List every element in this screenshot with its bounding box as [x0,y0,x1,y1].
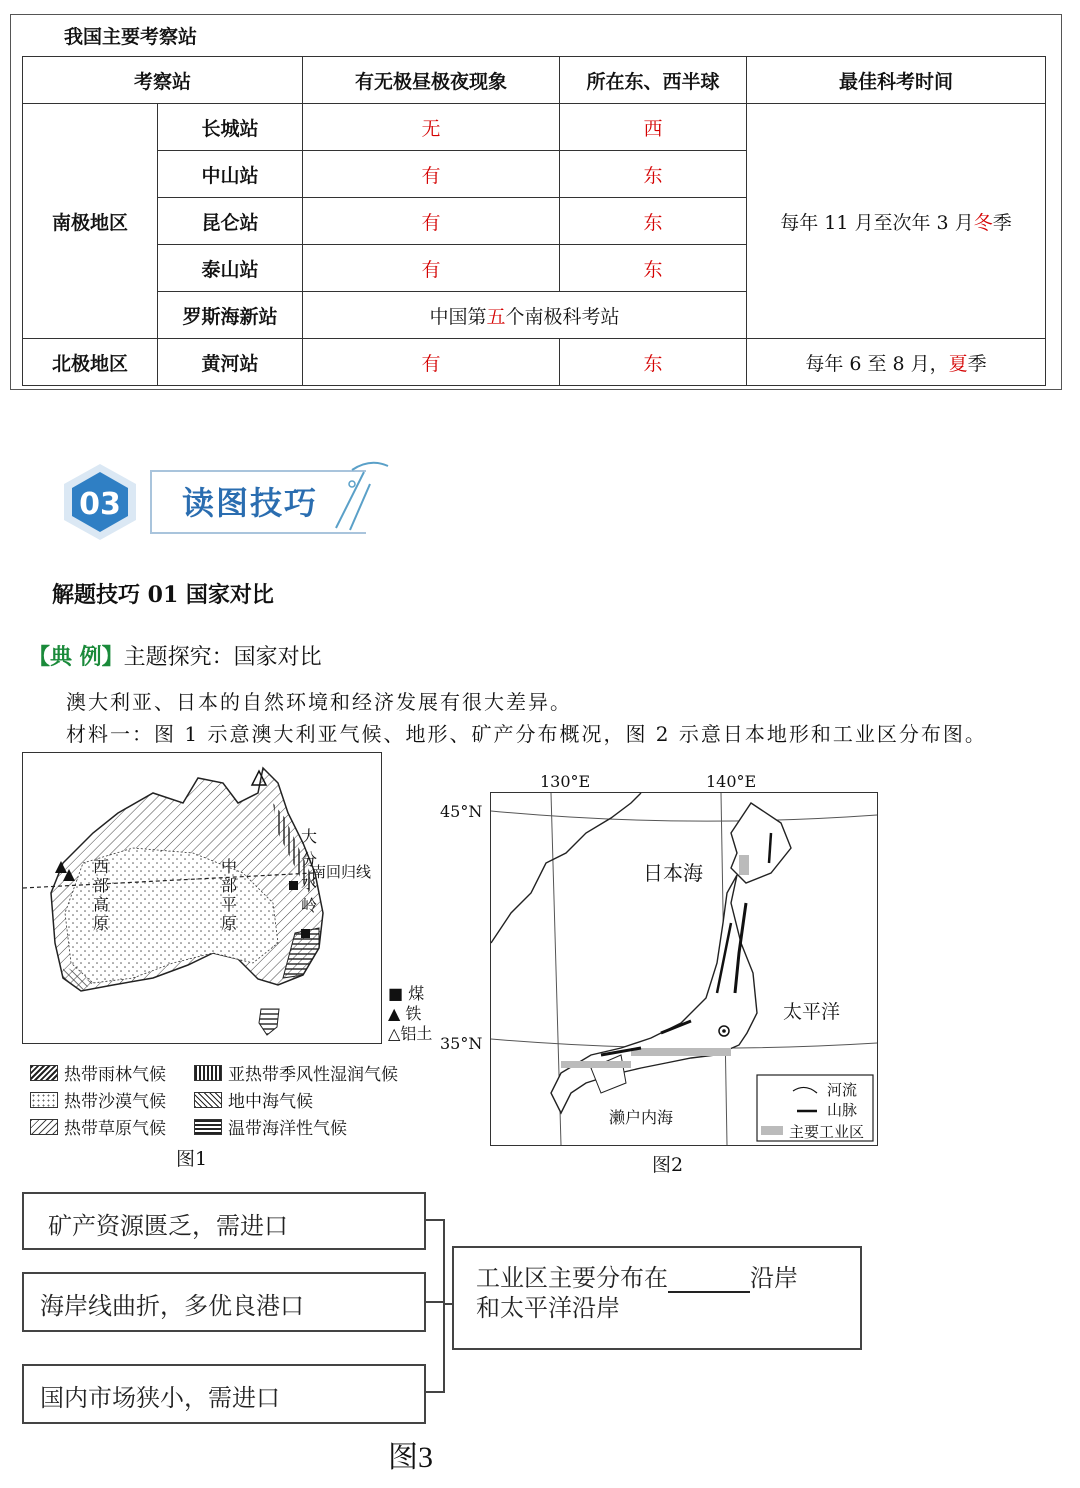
legend-text: 铝土 [400,1024,433,1043]
central-plain-label: 中部平原 [221,857,238,933]
table-header-row [23,57,1046,104]
polar-value: 有 [303,339,560,386]
reason-box-1 [22,1192,426,1250]
paragraph-1: 澳大利亚、日本的自然环境和经济发展有很大差异。 [66,690,572,714]
legend-text: 热带草原气候 [64,1119,166,1139]
ross-note [303,292,747,339]
fig3-caption: 图3 [388,1441,433,1474]
table-caption: 我国主要考察站 [64,26,198,48]
station-name: 泰山站 [158,245,303,292]
conclusion-line-2: 和太平洋沿岸 [476,1294,620,1322]
legend-industry: 主要工业区 [789,1123,865,1141]
hemisphere-value: 东 [560,151,747,198]
time-text: 每年 11 月至次年 3 月 [780,211,974,234]
lat-45-label: 45°N [440,802,483,821]
legend-iron [388,1004,432,1024]
lon-140-label: 140°E [706,772,757,791]
station-name: 中山站 [158,151,303,198]
tropical-savanna-swatch [30,1119,58,1135]
station-name: 长城站 [158,104,303,151]
station-name: 黄河站 [158,339,303,386]
time-season: 冬 [973,211,993,234]
hemisphere-value: 东 [560,339,747,386]
seto-inland-sea-label: 濑户内海 [609,1108,674,1127]
australia-map-graphic [23,753,381,1043]
section-number: 03 [79,487,121,522]
conclusion-text: 沿岸 [750,1264,798,1292]
table-row [23,104,1046,151]
tropical-rainforest-swatch [30,1065,58,1081]
time-text: 季 [992,211,1012,234]
note-text: 个南极科考站 [505,305,620,328]
region-south: 南极地区 [23,104,158,339]
great-dividing-range-label: 大分水岭 [301,827,318,915]
pacific-label: 太平洋 [783,1001,841,1023]
conclusion-box [452,1246,862,1350]
legend-coal [388,984,432,1004]
polar-value: 有 [303,151,560,198]
time-text: 季 [967,352,987,375]
tropical-desert-swatch [30,1092,58,1108]
legend-river: 河流 [827,1081,858,1099]
lon-130-label: 130°E [540,772,591,791]
note-ordinal: 五 [486,305,506,328]
hemisphere-value: 西 [560,104,747,151]
table-row [23,339,1046,386]
example-text: 主题探究：国家对比 [123,645,322,670]
note-text: 中国第 [429,305,487,328]
paragraph-2: 材料一：图 1 示意澳大利亚气候、地形、矿产分布概况，图 2 示意日本地形和工业区分布图。 [66,722,987,746]
example-line [28,640,322,671]
fig2-caption: 图2 [652,1154,684,1176]
region-north: 北极地区 [23,339,158,386]
legend-text: 热带沙漠气候 [64,1092,166,1112]
legend-text: 温带海洋性气候 [228,1119,347,1139]
sea-label-text: 日本海 [643,861,703,885]
header-polar: 有无极昼极夜现象 [303,57,560,104]
japan-map-graphic [491,793,877,1145]
mediterranean-swatch [194,1092,222,1108]
answer-blank[interactable] [668,1267,750,1293]
legend-text: 地中海气候 [228,1092,313,1112]
japan-map [490,792,878,1146]
example-tag: 【典 例】 [28,644,124,670]
conclusion-text: 工业区主要分布在 [476,1264,668,1292]
time-text: 每年 6 至 8 月， [805,352,949,375]
hemisphere-value: 东 [560,198,747,245]
pen-decoration-icon [330,458,394,534]
header-hemisphere: 所在东、西半球 [560,57,747,104]
climate-legend-row [30,1087,313,1112]
header-station: 考察站 [23,57,303,104]
subtropical-monsoon-swatch [194,1065,222,1081]
box-text: 矿产资源匮乏，需进口 [48,1212,288,1240]
header-time: 最佳科考时间 [747,57,1046,104]
temperate-maritime-swatch [194,1119,222,1135]
station-name: 昆仑站 [158,198,303,245]
legend-bauxite [388,1024,432,1044]
legend-text: 热带雨林气候 [64,1065,166,1085]
bauxite-icon: △ [388,1024,401,1043]
legend-text: 铁 [405,1004,422,1023]
polar-value: 有 [303,198,560,245]
japan-sea-label-1 [643,857,703,886]
polar-value: 无 [303,104,560,151]
coal-icon: ■ [388,984,409,1003]
north-best-time [747,339,1046,386]
station-name: 罗斯海新站 [158,292,303,339]
iron-icon: ▲ [388,1004,406,1023]
west-plateau-label: 西部高原 [93,857,110,933]
legend-text: 亚热带季风性湿润气候 [228,1065,398,1085]
section-title: 读图技巧 [182,484,319,522]
south-best-time [747,104,1046,339]
section-badge-icon [62,462,138,542]
polar-value: 有 [303,245,560,292]
lat-35-label: 35°N [440,1034,483,1053]
skill-title: 解题技巧 01 国家对比 [52,582,274,608]
box-text: 国内市场狭小，需进口 [40,1384,280,1412]
reason-box-2 [22,1272,426,1332]
box-text: 海岸线曲折，多优良港口 [40,1292,304,1320]
stations-table [22,56,1046,386]
legend-text: 煤 [408,984,425,1003]
tropic-label: 南回归线 [311,863,372,881]
australia-map [22,752,382,1044]
mineral-legend [388,984,432,1044]
time-season: 夏 [948,352,968,375]
reason-box-3 [22,1364,426,1424]
hemisphere-value: 东 [560,245,747,292]
fig1-caption: 图1 [176,1148,208,1170]
climate-legend-row [30,1060,398,1085]
climate-legend-row [30,1114,347,1139]
legend-mountain: 山脉 [827,1101,858,1119]
